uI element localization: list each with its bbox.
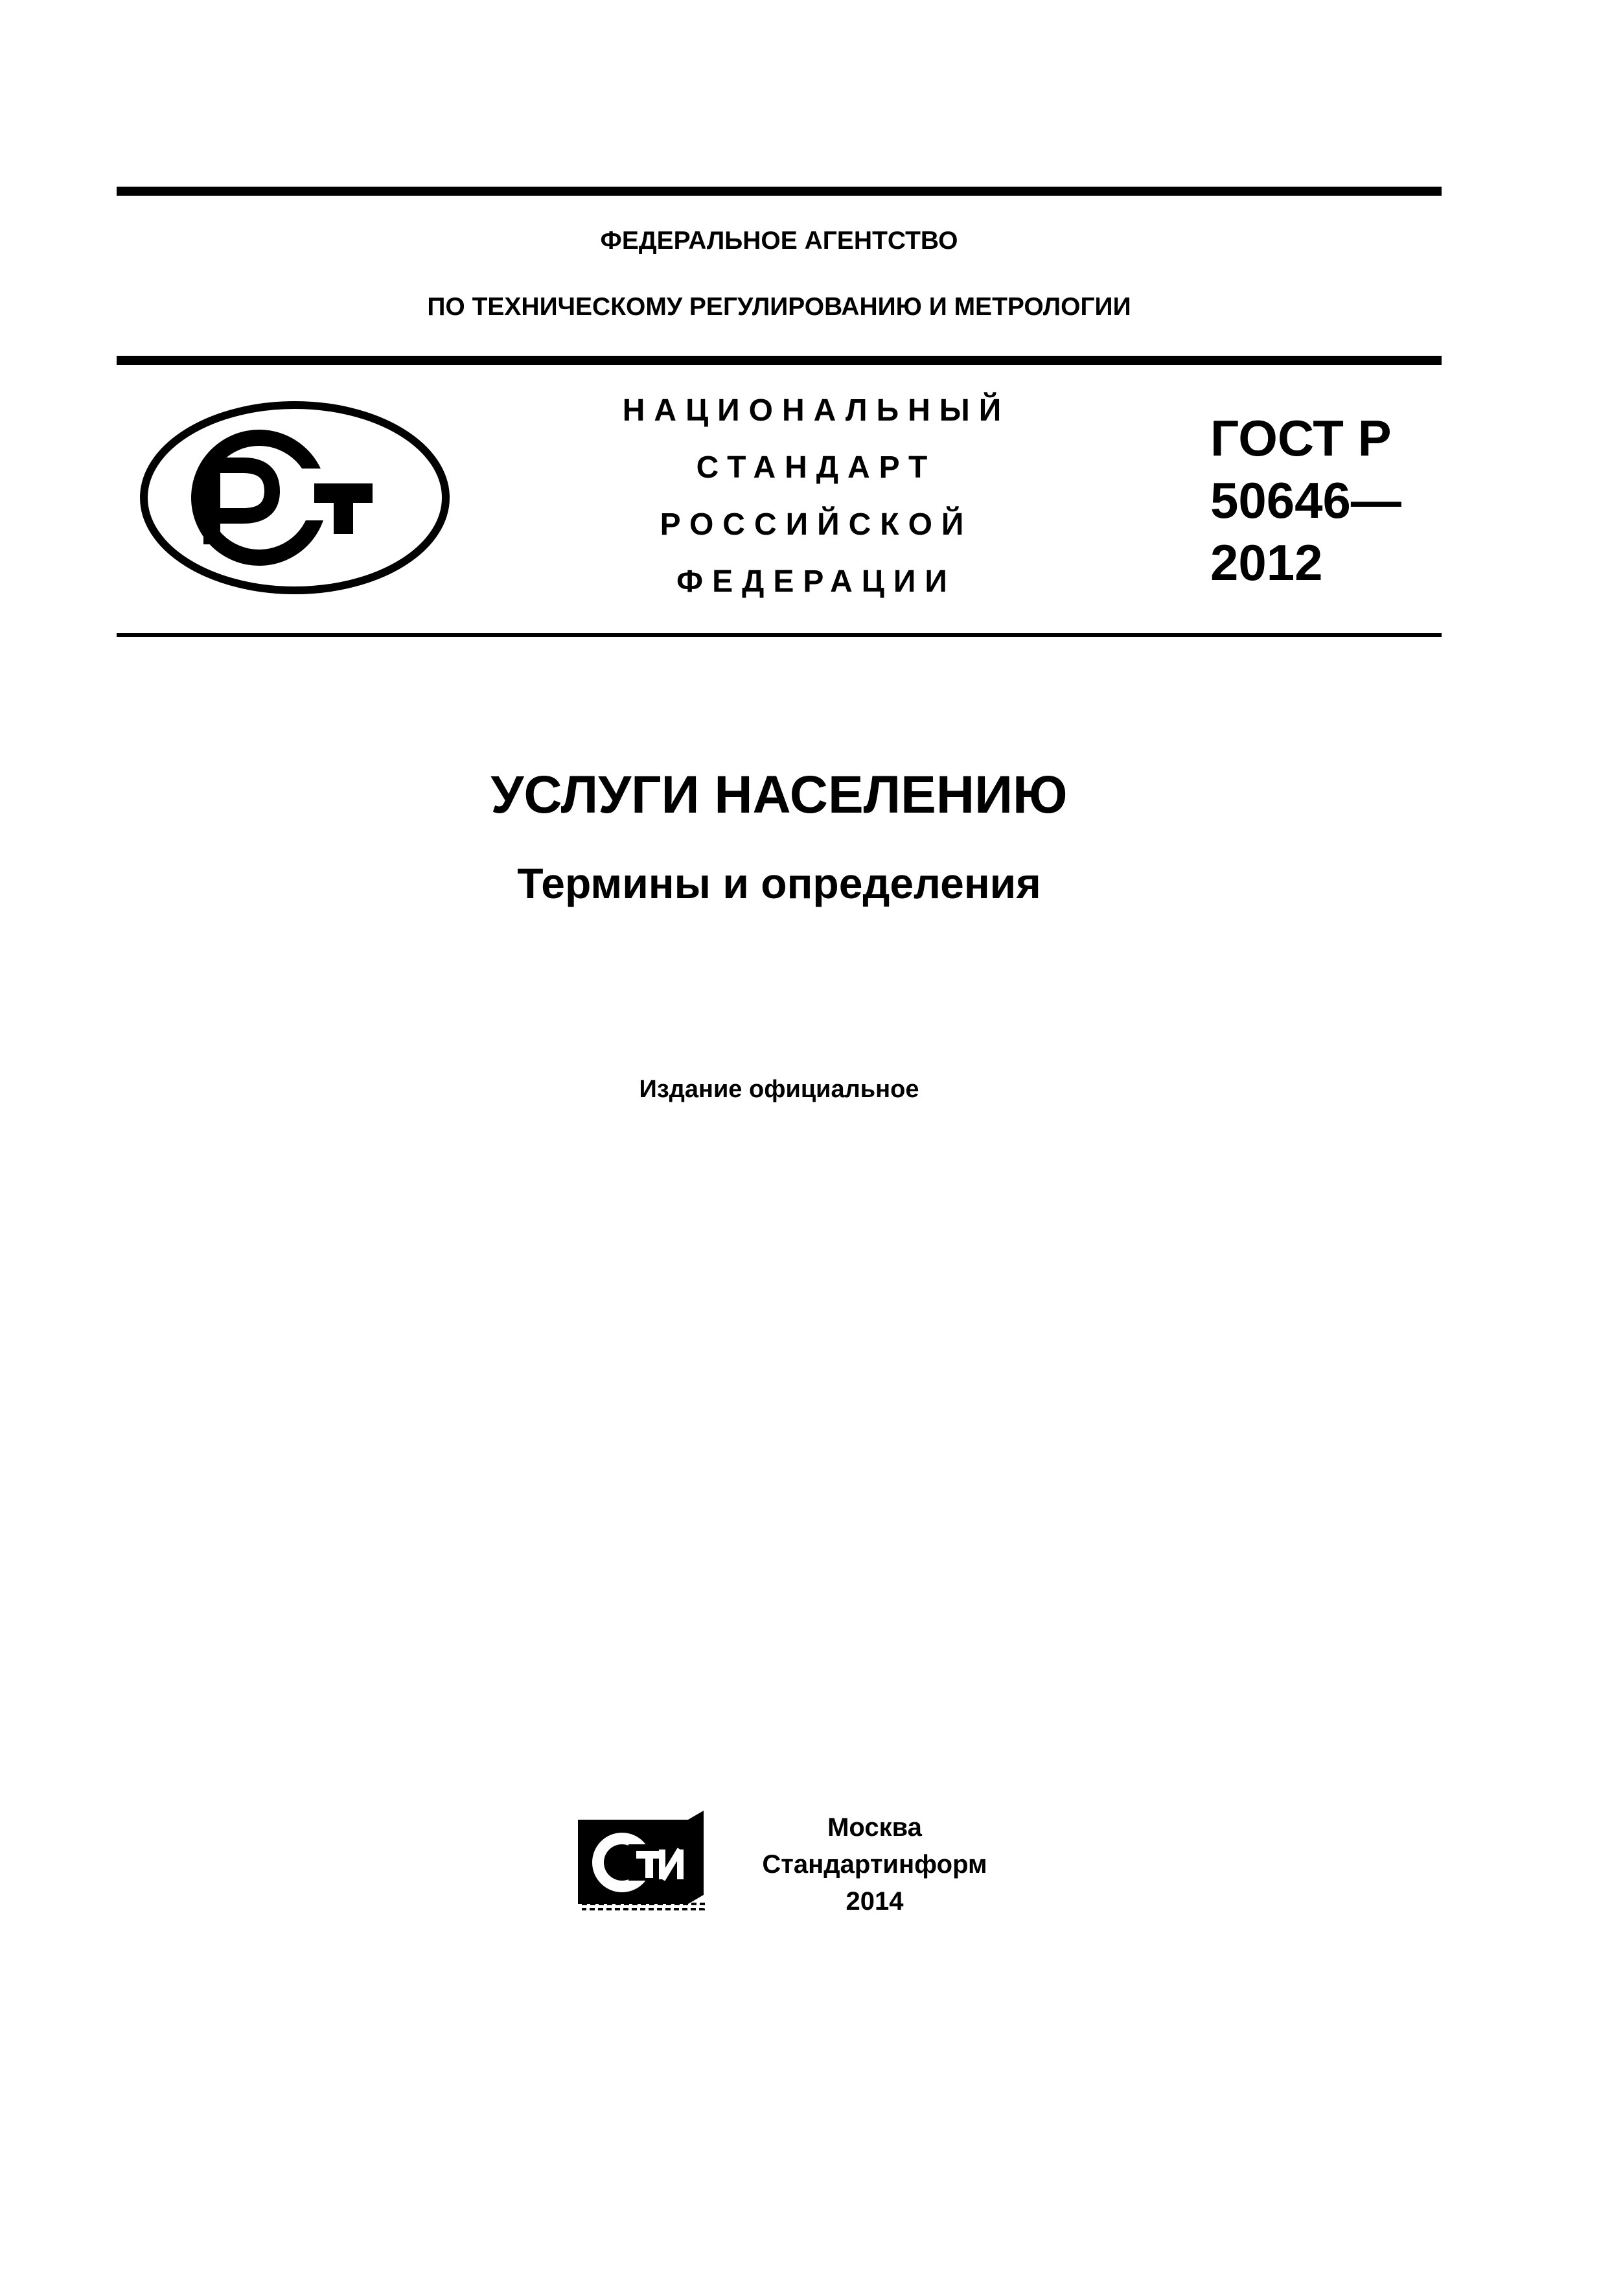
document-subtitle: Термины и определения [517,859,1041,907]
standard-type-line-2: СТАНДАРТ [696,450,937,485]
agency-line-1: ФЕДЕРАЛЬНОЕ АГЕНТСТВО [600,227,958,255]
gost-number-line-2: 50646— [1210,472,1401,529]
standartinform-logo-icon [577,1808,706,1918]
edition-note: Издание официальное [639,1076,919,1103]
bottom-rule [117,633,1442,637]
gost-number-block [1210,407,1401,594]
standard-type-block [557,382,1076,610]
publisher-name: Стандартинформ [762,1850,987,1879]
standard-type-line-4: ФЕДЕРАЦИИ [676,564,956,599]
publisher-block [732,1809,1017,1920]
standard-type-line-3: РОССИЙСКОЙ [660,507,973,542]
middle-rule [117,356,1442,365]
standard-type-line-1: НАЦИОНАЛЬНЫЙ [622,393,1011,428]
publisher-city: Москва [827,1813,922,1842]
gost-number-line-1: ГОСТ Р [1210,410,1392,467]
gost-number-line-3: 2012 [1210,534,1323,591]
top-rule [117,187,1442,196]
gost-rst-logo-icon [139,400,450,595]
document-title: УСЛУГИ НАСЕЛЕНИЮ [490,765,1068,824]
publisher-year: 2014 [846,1887,904,1916]
agency-line-2: ПО ТЕХНИЧЕСКОМУ РЕГУЛИРОВАНИЮ И МЕТРОЛОГИИ [427,293,1131,321]
